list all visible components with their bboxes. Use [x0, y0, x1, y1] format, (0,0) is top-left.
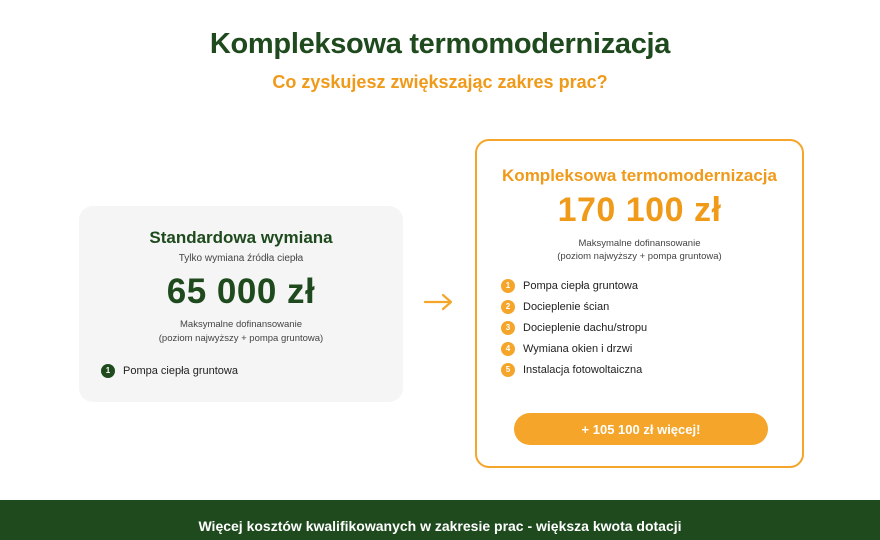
list-item: [501, 275, 647, 296]
list-item: [501, 338, 647, 359]
footer-banner: [0, 500, 880, 540]
complex-card-amount-label: Maksymalne dofinansowanie: [578, 238, 701, 249]
list-item: [501, 317, 647, 338]
footer-text: Więcej kosztów kwalifikowanych w zakresie prac - większa kwota dotacji: [198, 518, 682, 534]
standard-card-list: [101, 360, 238, 381]
number-badge: 1: [101, 364, 115, 378]
standard-card-amount: 65 000 zł: [166, 272, 316, 311]
list-item-label: Docieplenie dachu/stropu: [523, 321, 648, 334]
complex-card-list: [501, 275, 647, 380]
list-item-label: Pompa ciepła gruntowa: [123, 364, 238, 377]
list-item: [501, 296, 647, 317]
complex-card-title: Kompleksowa termomodernizacja: [502, 166, 777, 185]
number-badge: 5: [501, 363, 515, 377]
list-item-label: Docieplenie ścian: [523, 300, 610, 313]
number-badge: 3: [501, 321, 515, 335]
complex-thermomodernization-card: [475, 139, 804, 468]
list-item: [101, 360, 238, 381]
number-badge: 4: [501, 342, 515, 356]
standard-card-subtitle: Tylko wymiana źródła ciepła: [178, 253, 304, 264]
number-badge: 2: [501, 300, 515, 314]
list-item-label: Wymiana okien i drzwi: [523, 342, 633, 355]
complex-card-amount: 170 100 zł: [557, 191, 722, 229]
standard-card-amount-note: (poziom najwyższy + pompa gruntowa): [158, 333, 324, 344]
standard-replacement-card: [79, 206, 403, 402]
arrow-right-icon: [424, 292, 454, 312]
more-funding-button[interactable]: + 105 100 zł więcej!: [514, 413, 768, 445]
page-subtitle: Co zyskujesz zwiększając zakres prac?: [272, 72, 608, 92]
complex-card-amount-note: (poziom najwyższy + pompa gruntowa): [557, 251, 722, 262]
number-badge: 1: [501, 279, 515, 293]
list-item: [501, 359, 647, 380]
list-item-label: Instalacja fotowoltaiczna: [523, 363, 643, 376]
standard-card-amount-label: Maksymalne dofinansowanie: [180, 319, 302, 330]
list-item-label: Pompa ciepła gruntowa: [523, 279, 638, 292]
standard-card-title: Standardowa wymiana: [149, 228, 333, 247]
page-title: Kompleksowa termomodernizacja: [209, 28, 671, 60]
